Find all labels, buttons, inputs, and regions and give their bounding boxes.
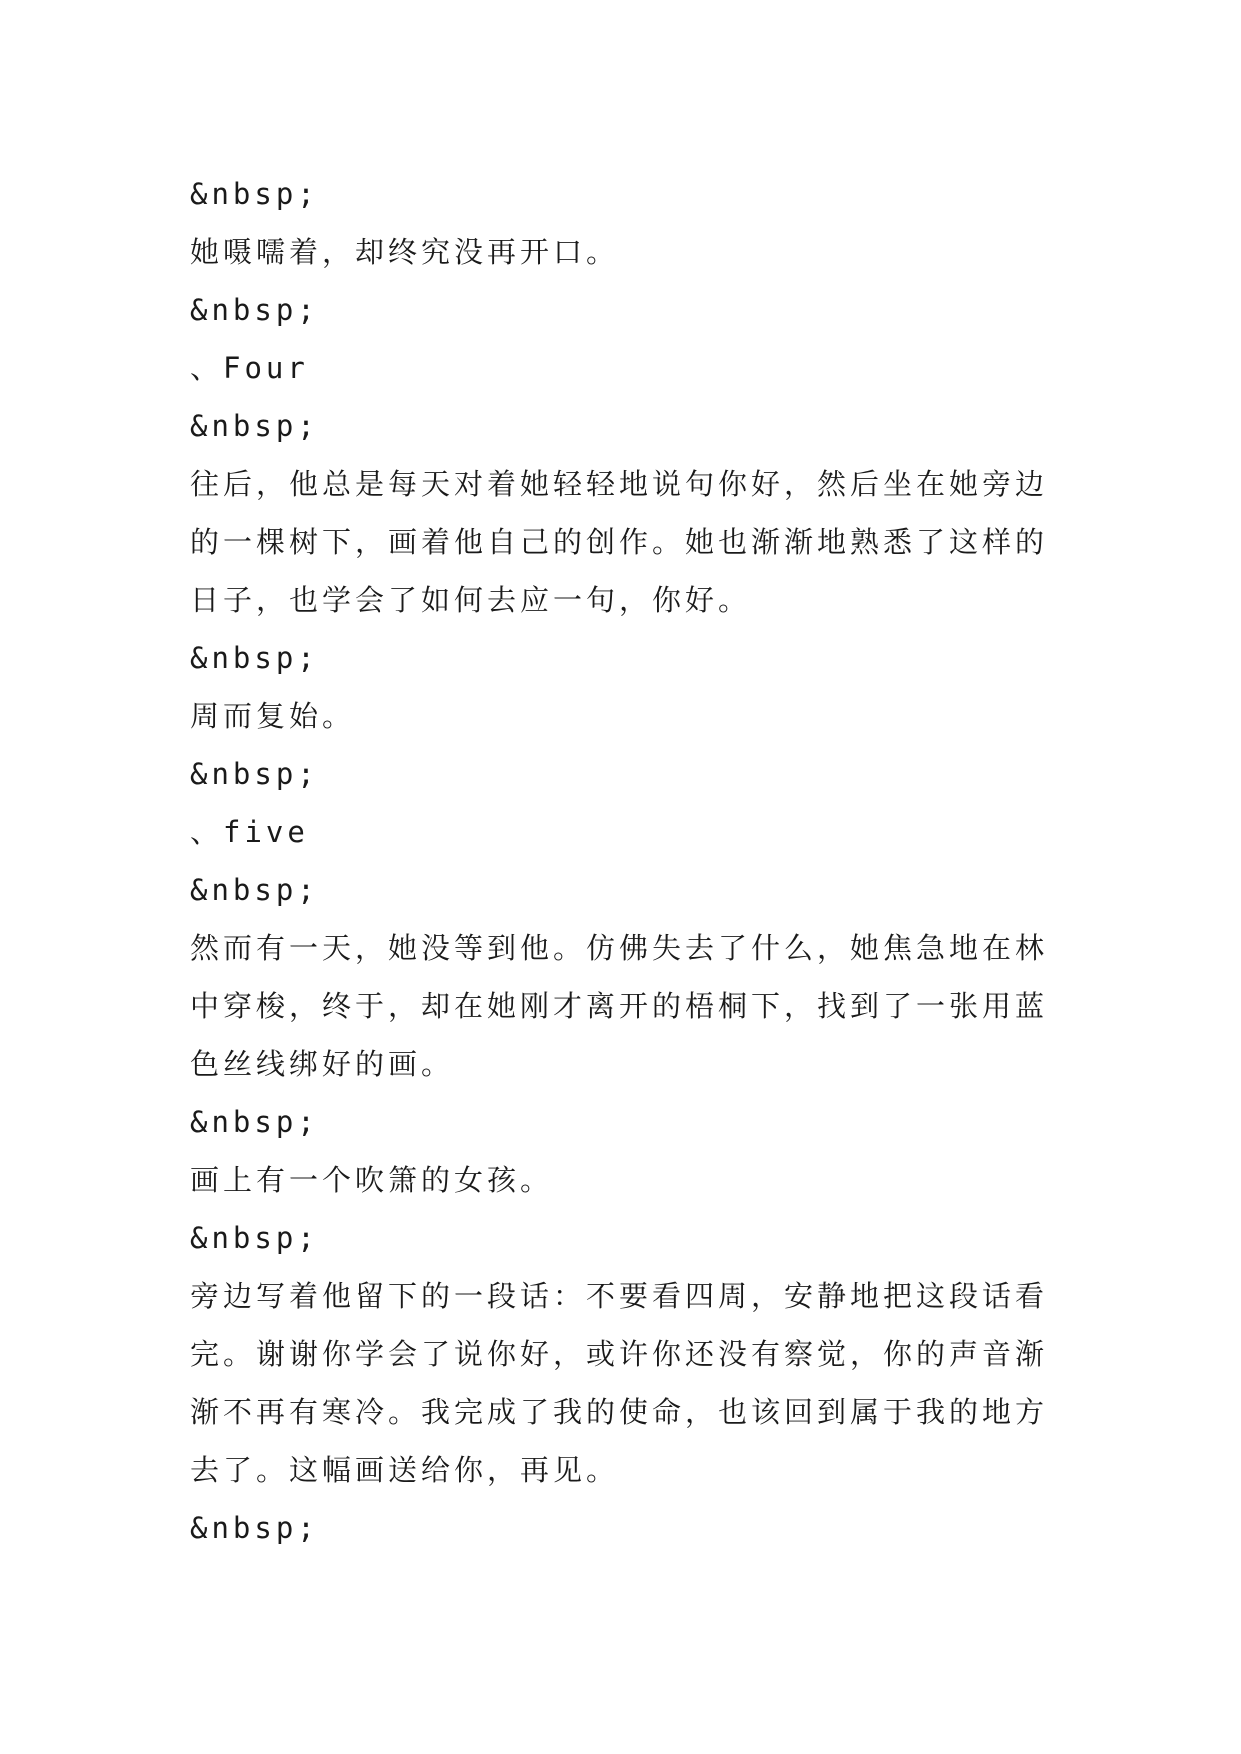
placeholder-line: &nbsp; xyxy=(190,293,319,327)
placeholder-line: &nbsp; xyxy=(190,409,319,443)
paragraph: 旁边写着他留下的一段话：不要看四周，安静地把这段话看完。谢谢你学会了说你好，或许你还没有察觉，你的声音渐渐不再有寒冷。我完成了我的使命，也该回到属于我的地方去了。这幅画送给你，再见。 xyxy=(190,1279,1049,1487)
paragraph: 画上有一个吹箫的女孩。 xyxy=(190,1163,554,1197)
placeholder-line: &nbsp; xyxy=(190,177,319,211)
section-heading: 、Four xyxy=(190,351,309,385)
paragraph: 周而复始。 xyxy=(190,699,356,733)
paragraph: 往后，他总是每天对着她轻轻地说句你好，然后坐在她旁边的一棵树下，画着他自己的创作。她也渐渐地熟悉了这样的日子，也学会了如何去应一句，你好。 xyxy=(190,467,1049,617)
placeholder-line: &nbsp; xyxy=(190,757,319,791)
placeholder-line: &nbsp; xyxy=(190,1511,319,1545)
placeholder-line: &nbsp; xyxy=(190,873,319,907)
section-heading: 、five xyxy=(190,815,309,849)
placeholder-line: &nbsp; xyxy=(190,641,319,675)
placeholder-line: &nbsp; xyxy=(190,1105,319,1139)
document-body xyxy=(190,165,1070,1557)
paragraph: 然而有一天，她没等到他。仿佛失去了什么，她焦急地在林中穿梭，终于，却在她刚才离开的梧桐下，找到了一张用蓝色丝线绑好的画。 xyxy=(190,931,1049,1081)
placeholder-line: &nbsp; xyxy=(190,1221,319,1255)
paragraph: 她嗫嚅着，却终究没再开口。 xyxy=(190,235,620,269)
